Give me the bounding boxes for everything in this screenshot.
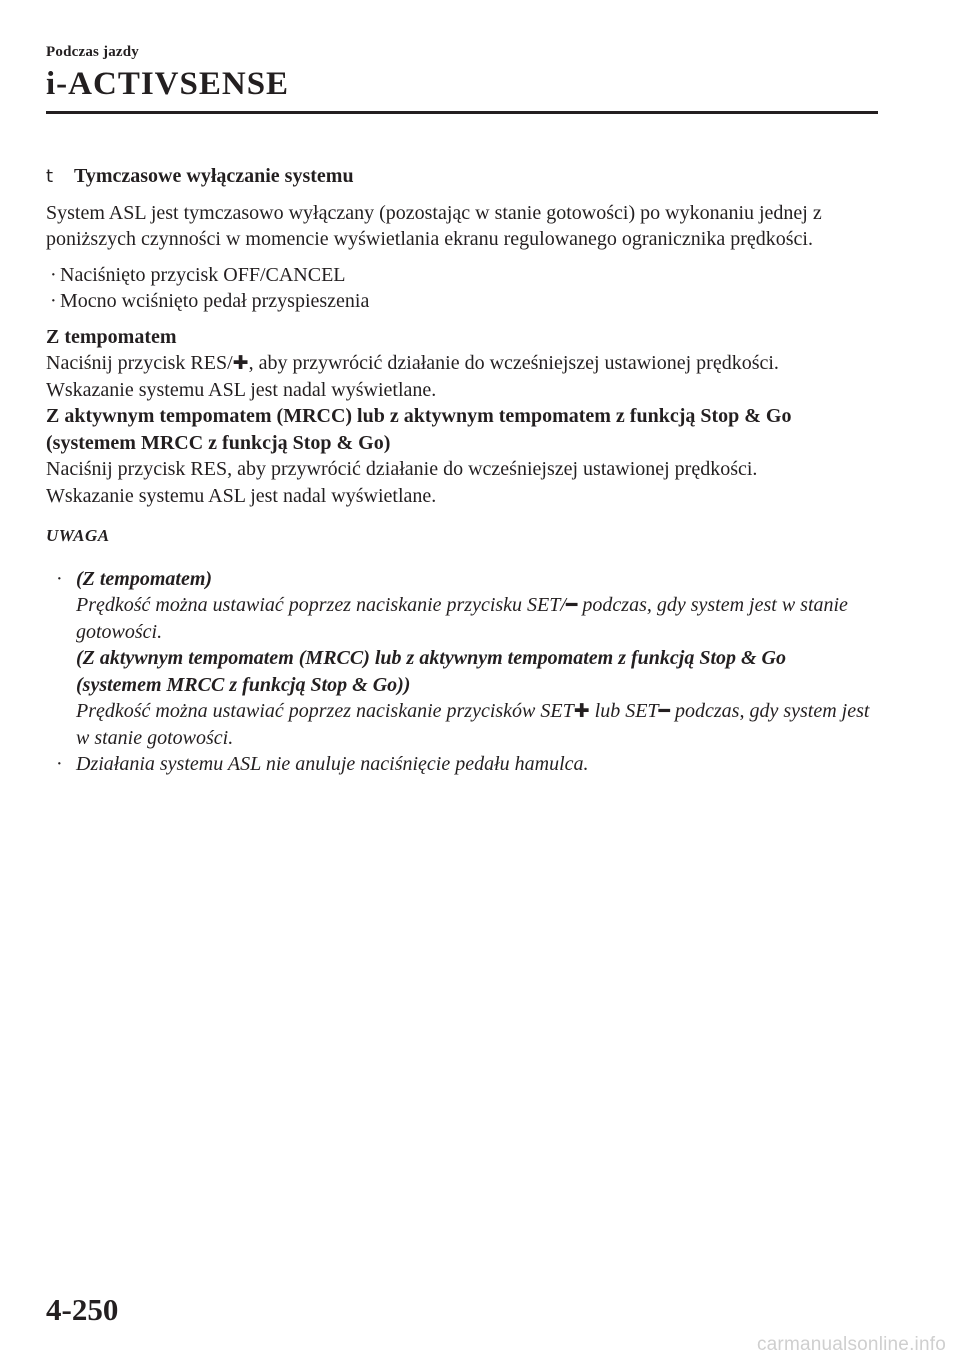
page-number: 4-250 (46, 1292, 119, 1327)
cruise-heading: Z tempomatem (46, 325, 177, 348)
mrcc-paragraph-2: Wskazanie systemu ASL jest nadal wyświetlane. (46, 484, 437, 507)
note-text: Działania systemu ASL nie anuluje naciśnięcie pedału hamulca. (76, 753, 589, 775)
condition-list (46, 262, 876, 315)
page-header (46, 44, 878, 104)
subsection-title: Tymczasowe wyłączanie systemu (74, 165, 354, 187)
bullet-icon: · (56, 567, 63, 590)
cruise-paragraph: Naciśnij przycisk RES/✚, aby przywrócić działanie do wcześniejszej ustawionej prędkości. (46, 352, 779, 374)
header-rule (46, 111, 878, 114)
note-label: UWAGA (46, 526, 110, 545)
note-heading: (Z tempomatem) (76, 567, 213, 590)
main-content (46, 163, 876, 778)
bullet-icon: · (50, 290, 57, 312)
subsection-heading (46, 163, 876, 191)
note-heading-2: (Z aktywnym tempomatem (MRCC) lub z aktywnym tempomatem z funkcją Stop & Go (systemem MRCC z funkcją Stop & Go)) (76, 647, 786, 696)
note-item (46, 751, 876, 778)
section-title: i-ACTIVSENSE (46, 66, 290, 102)
watermark: carmanualsonline.info (756, 1334, 946, 1355)
mrcc-heading: Z aktywnym tempomatem (MRCC) lub z aktywnym tempomatem z funkcją Stop & Go (systemem MRCC z funkcją Stop & Go) (46, 405, 792, 454)
cruise-paragraph-2: Wskazanie systemu ASL jest nadal wyświetlane. (46, 378, 437, 401)
bullet-icon: · (56, 753, 63, 775)
minus-icon: ━ (565, 594, 578, 616)
mrcc-paragraph: Naciśnij przycisk RES, aby przywrócić działanie do wcześniejszej ustawionej prędkości. (46, 458, 758, 480)
note-text: Prędkość można ustawiać poprzez naciskanie przycisku SET/━ podczas, gdy system jest w stanie gotowości. (76, 594, 848, 643)
plus-icon: ✚ (573, 700, 590, 722)
note-list (46, 566, 876, 778)
note-item (46, 566, 876, 752)
list-item: · Naciśnięto przycisk OFF/CANCEL (46, 262, 876, 289)
minus-icon: ━ (658, 700, 671, 722)
plus-icon: ✚ (232, 352, 249, 374)
bullet-icon: · (50, 263, 57, 286)
subsection-marker-icon: t (46, 166, 54, 187)
intro-paragraph: System ASL jest tymczasowo wyłączany (pozostając w stanie gotowości) po wykonaniu jednej z poniższych czynności w momencie wyświetlania ekranu regulowanego ogranicznika prędkości. (46, 201, 822, 250)
chapter-title: Podczas jazdy (46, 44, 140, 60)
note-text-2: Prędkość można ustawiać poprzez naciskanie przycisków SET✚ lub SET━ podczas, gdy system jest w stanie gotowości. (76, 700, 870, 749)
list-item: · Mocno wciśnięto pedał przyspieszenia (46, 288, 876, 315)
